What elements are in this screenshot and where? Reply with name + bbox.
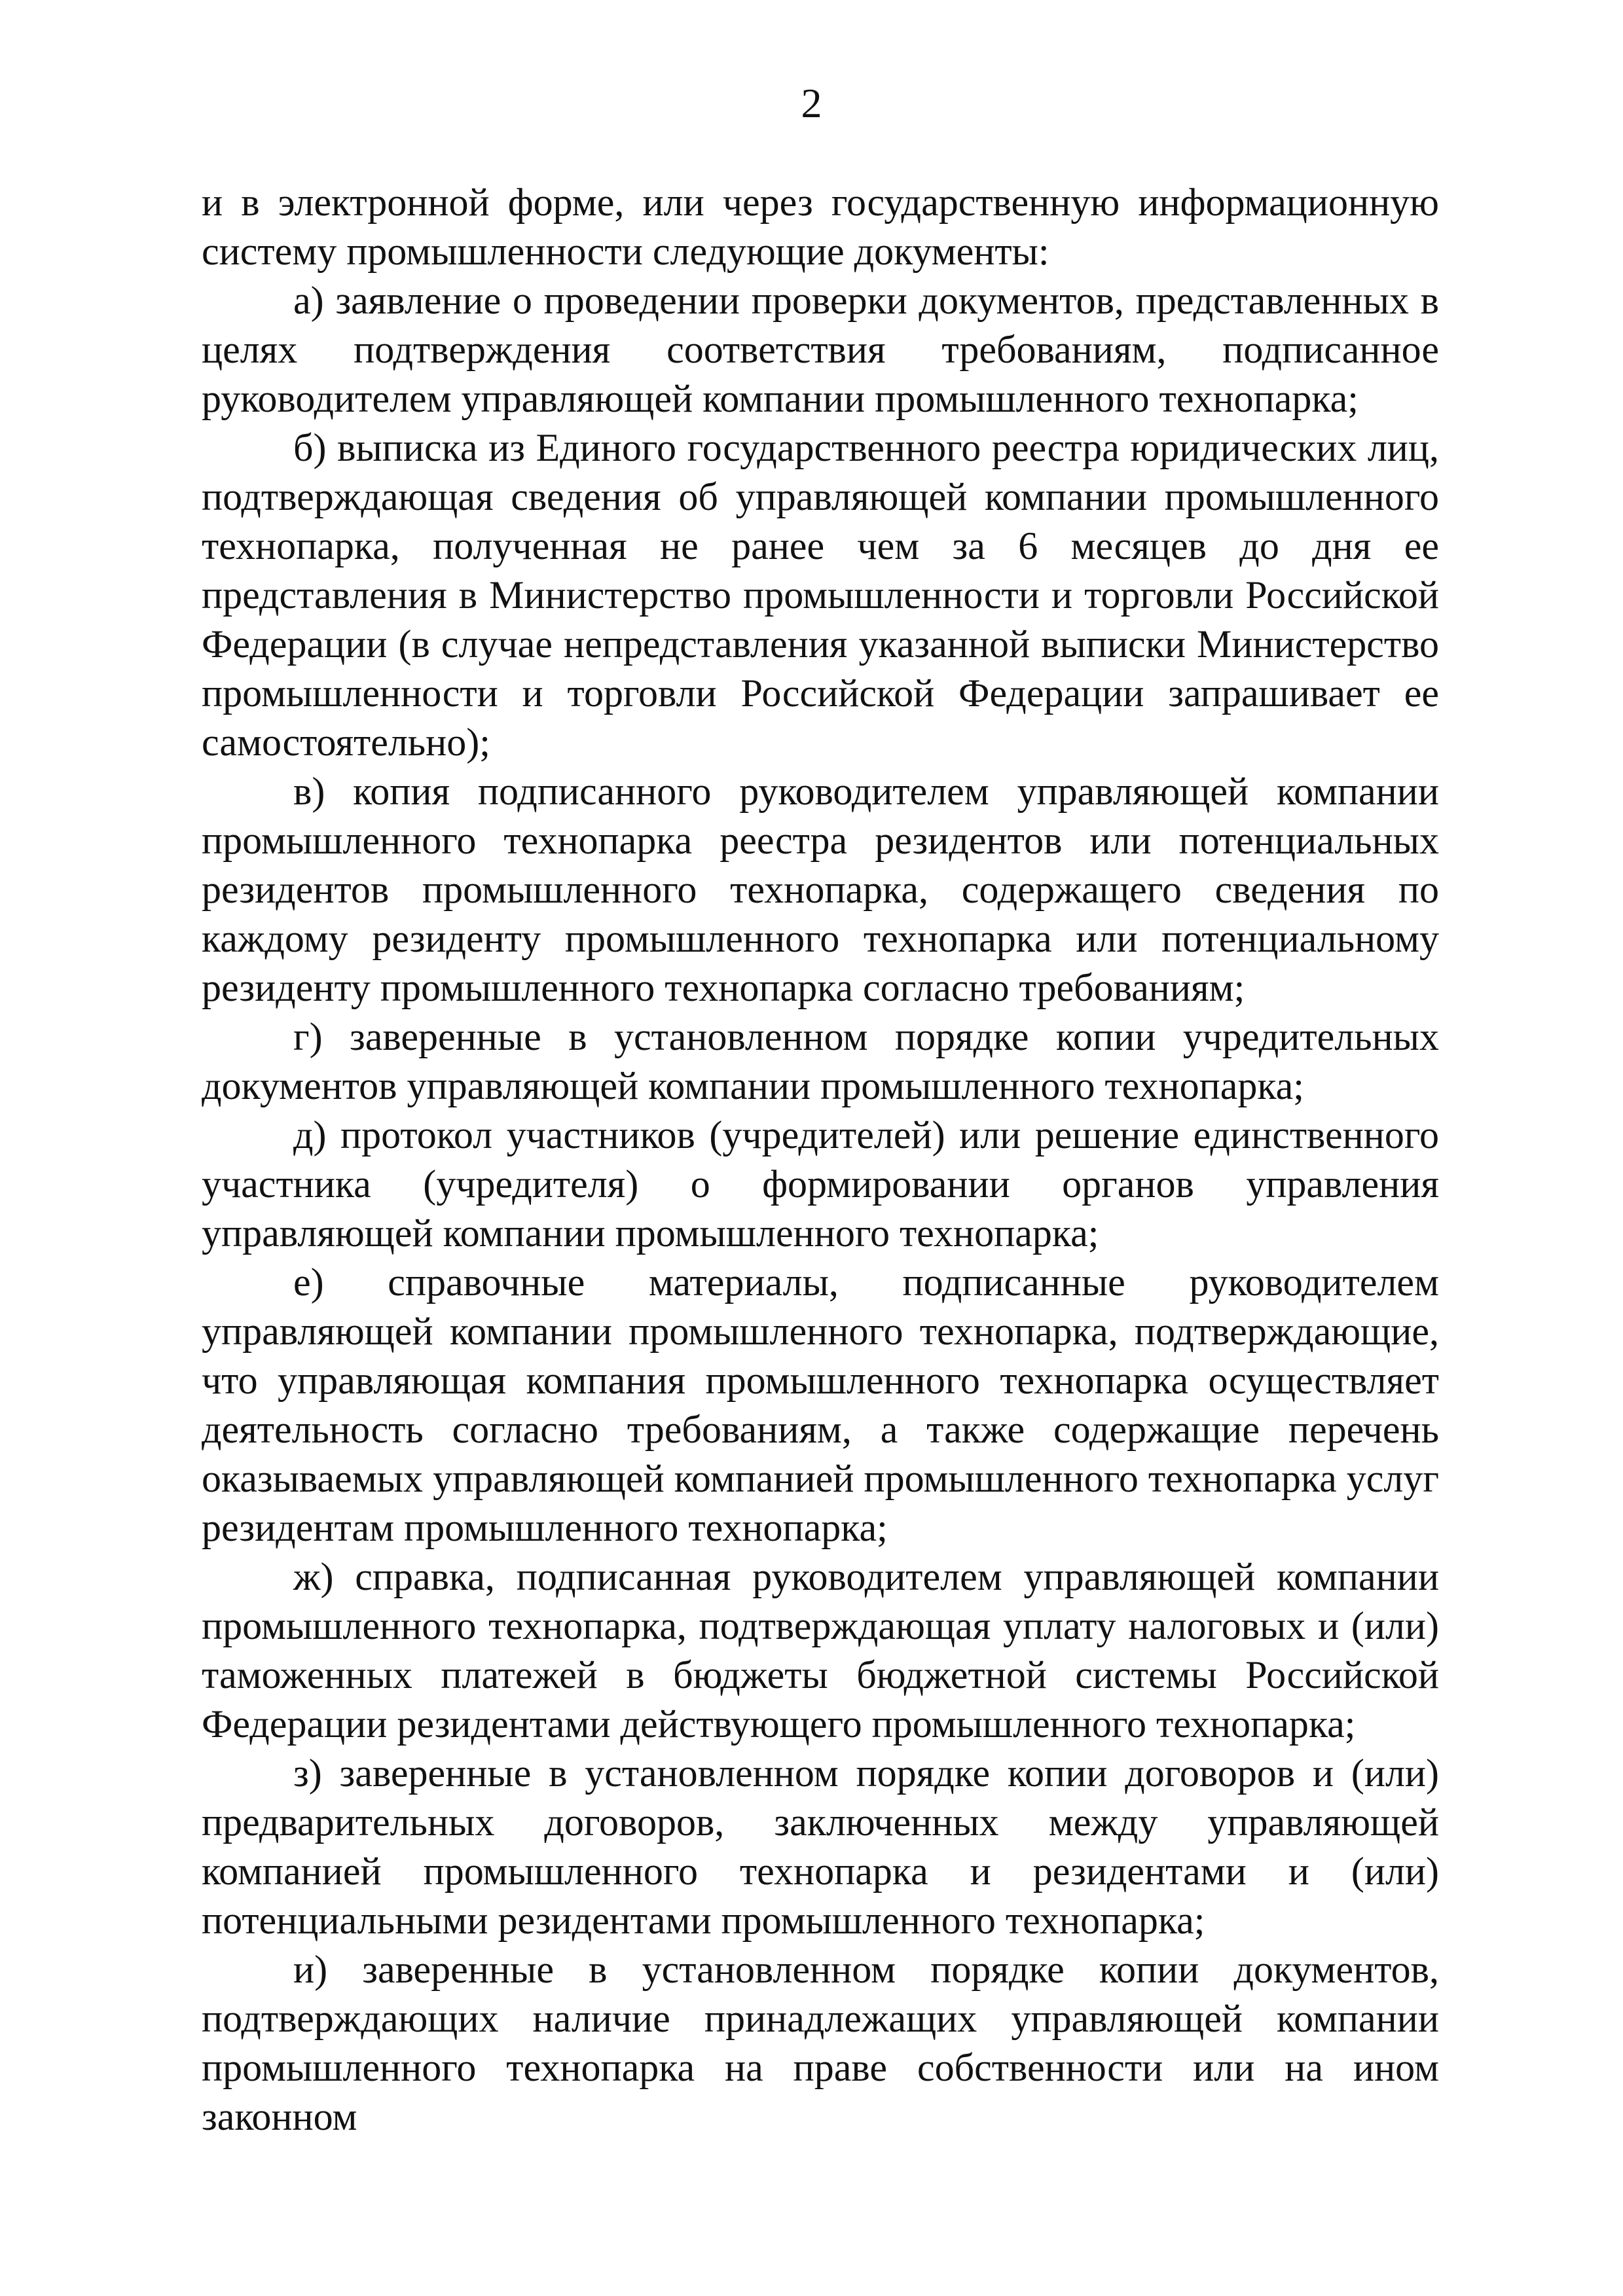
list-item-e: е) справочные материалы, подписанные руководителем управляющей компании промышленного технопарка, подтверждающие, что управляющая компания промышленного технопарка осуществляет деятельность согласно требованиям, а также содержащие перечень оказываемых управляющей компанией промышленного технопарка услуг резидентам промышленного технопарка; [202, 1261, 1439, 1549]
page-number: 2 [801, 80, 822, 126]
list-item-a: а) заявление о проведении проверки документов, представленных в целях подтверждения соответствия требованиям, подписанное руководителем управляющей компании промышленного технопарка; [202, 279, 1439, 420]
list-item-zh: ж) справка, подписанная руководителем управляющей компании промышленного технопарка, подтверждающая уплату налоговых и (или) таможенных платежей в бюджеты бюджетной системы Российской Федерации резидентами действующего промышленного технопарка; [202, 1555, 1439, 1746]
list-item-z: з) заверенные в установленном порядке копии договоров и (или) предварительных договоров, заключенных между управляющей компанией промышленного технопарка и резидентами и (или) потенциальными резидентами промышленного технопарка; [202, 1751, 1439, 1942]
list-item-b: б) выписка из Единого государственного реестра юридических лиц, подтверждающая сведения об управляющей компании промышленного технопарка, полученная не ранее чем за 6 месяцев до дня ее представления в Министерство промышленности и торговли Российской Федерации (в случае непредставления указанной выписки Министерство промышленности и торговли Российской Федерации запрашивает ее самостоятельно); [202, 426, 1439, 764]
list-item-g: г) заверенные в установленном порядке копии учредительных документов управляющей компании промышленного технопарка; [202, 1015, 1439, 1107]
list-item-d: д) протокол участников (учредителей) или решение единственного участника (учредителя) о формировании органов управления управляющей компании промышленного технопарка; [202, 1113, 1439, 1255]
list-item-v: в) копия подписанного руководителем управляющей компании промышленного технопарка реестра резидентов или потенциальных резидентов промышленного технопарка, содержащего сведения по каждому резиденту промышленного технопарка или потенциальному резиденту промышленного технопарка согласно требованиям; [202, 770, 1439, 1009]
paragraph-intro: и в электронной форме, или через государственную информационную систему промышленности следующие документы: [202, 181, 1439, 273]
document-body [202, 178, 1439, 2142]
list-item-i: и) заверенные в установленном порядке копии документов, подтверждающих наличие принадлежащих управляющей компании промышленного технопарка на праве собственности или на ином законном [202, 1948, 1439, 2138]
